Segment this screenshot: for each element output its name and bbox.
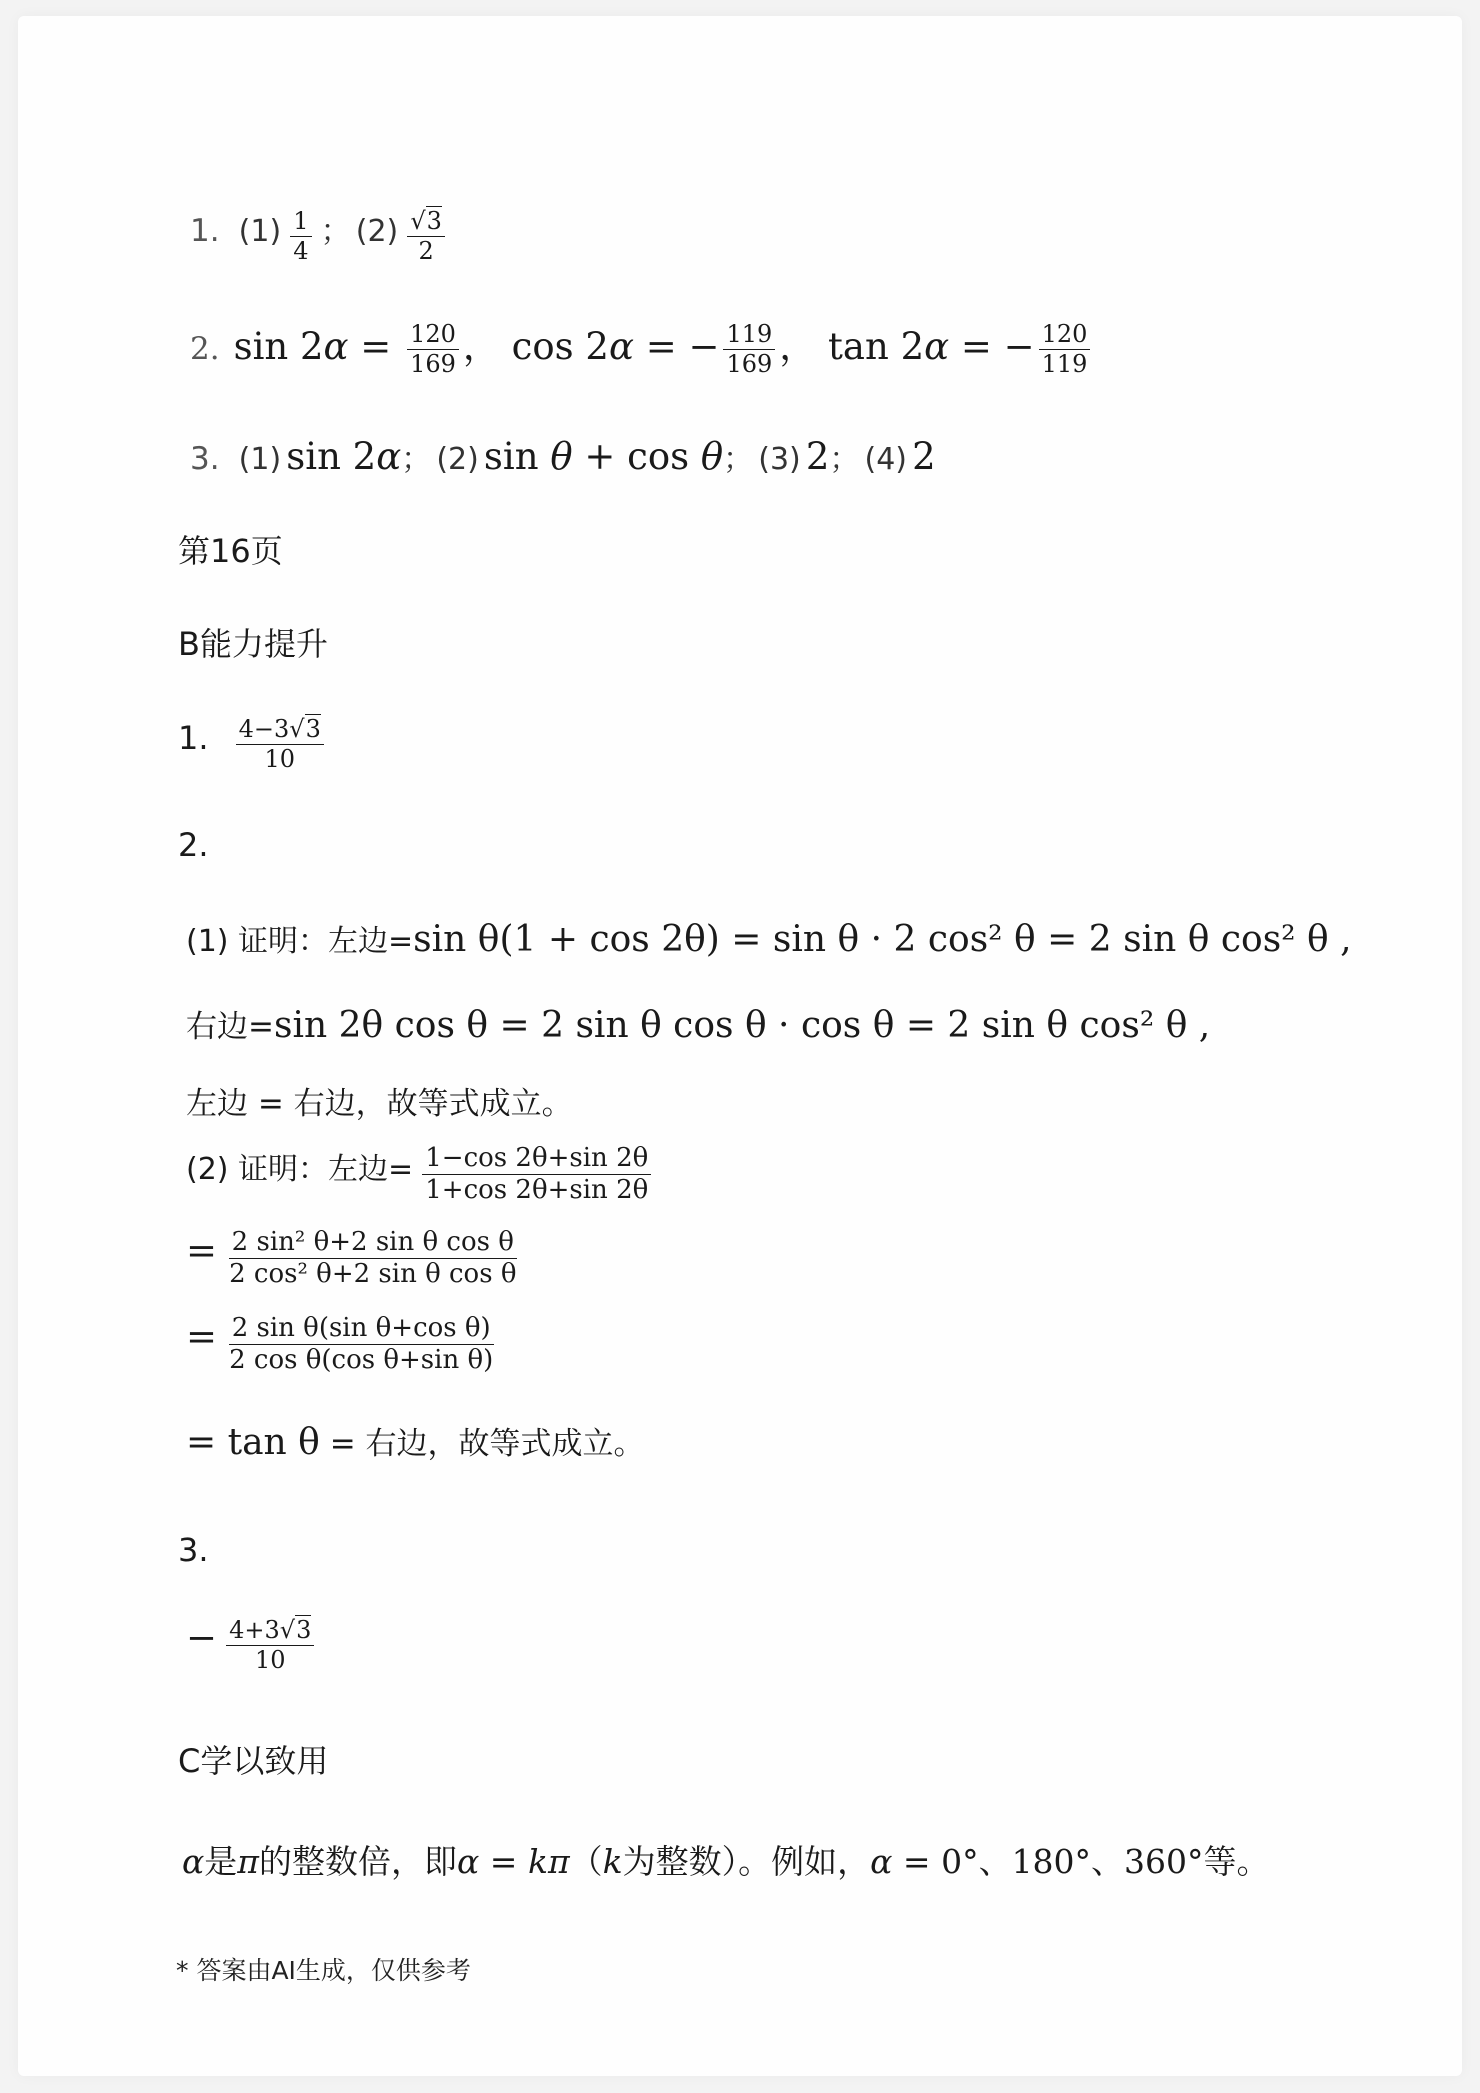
proof-2-line-3: = $\frac{\text{2 sin θ(sin θ+cos θ)}}{\text{2 cos θ(cos θ+sin θ)}}$ [186, 1314, 500, 1375]
c-answer: α是π的整数倍，即α = kπ（k为整数）。例如，α = 0°、180°、360°等。 [182, 1842, 1270, 1881]
proof-1-conclusion: 左边 = 右边，故等式成立。 [186, 1086, 573, 1122]
section-heading-b: B能力提升 [178, 625, 328, 663]
ai-disclaimer: * 答案由AI生成，仅供参考 [176, 1956, 471, 1985]
proof-1-line-2: 右边=sin 2θ cos θ = 2 sin θ cos θ · cos θ = 2 sin θ cos² θ , [186, 1005, 1211, 1046]
fraction: $\frac{\text{2 sin² θ+2 sin θ cos θ}}{\text{2 cos² θ+2 sin θ cos θ}}$ [229, 1227, 517, 1290]
item-number: 2. [190, 331, 220, 367]
fraction: $\frac{1-\cos 2\theta+\sin 2\theta}{1+\cos 2\theta+\sin 2\theta}$ [422, 1144, 651, 1205]
fraction-tan: $\frac{120}{119}$ [1039, 321, 1091, 378]
fraction: $\frac{\text{2 sin θ(sin θ+cos θ)}}{\text{2 cos θ(cos θ+sin θ)}}$ [229, 1313, 494, 1376]
answer-2: 2. sin 2α = $\frac{120}{169}$ ， cos 2α = − $\frac{119}{169}$ ， tan 2α = − $\frac{120}{119}$ [190, 316, 1094, 378]
fraction: $\frac{4-3√3}{10}$ [236, 716, 324, 773]
page-label: 第16页 [178, 532, 283, 570]
b-answer-3: − $\frac{4+3√3}{10}$ [186, 1616, 318, 1674]
proof-2-conclusion: = tan θ = 右边，故等式成立。 [186, 1422, 645, 1463]
item-number: 2. [178, 826, 209, 864]
proof-1-line-1: (1) 证明：左边=sin θ(1 + cos 2θ) = sin θ · 2 cos² θ = 2 sin θ cos² θ , [186, 919, 1352, 960]
part-label: (1) [238, 214, 282, 249]
b-answer-1 [178, 716, 328, 773]
fraction: $\frac{4+3√3}{10}$ [226, 1617, 314, 1674]
separator: ； [320, 214, 351, 249]
fraction-cos: $\frac{119}{169}$ [723, 321, 775, 378]
proof-2-line-2: = $\frac{\text{2 sin² θ+2 sin θ cos θ}}{\text{2 cos² θ+2 sin θ cos θ}}$ [186, 1228, 523, 1289]
fraction-sin: $\frac{120}{169}$ [407, 321, 459, 378]
section-heading-c: C学以致用 [178, 1742, 329, 1780]
item-number: 1. [190, 213, 220, 249]
item-number: 1. [178, 718, 209, 757]
answer-3: 3. (1) sin 2α； (2) sin θ + cos θ； (3) 2； (4) 2 [190, 435, 936, 478]
item-number: 3. [178, 1531, 209, 1569]
fraction-one-quarter: $\frac{1}{4}$ [290, 208, 311, 265]
item-number: 3. [190, 441, 220, 477]
answer-1 [190, 206, 449, 265]
fraction-root3-over-2: $\frac{√3}{2}$ [407, 208, 445, 265]
part-label: (2) [355, 214, 399, 249]
answer-sheet [18, 16, 1462, 2076]
proof-2-line-1: (2) 证明：左边= $\frac{1-\cos 2\theta+\sin 2\theta}{1+\cos 2\theta+\sin 2\theta}$ [186, 1144, 655, 1205]
